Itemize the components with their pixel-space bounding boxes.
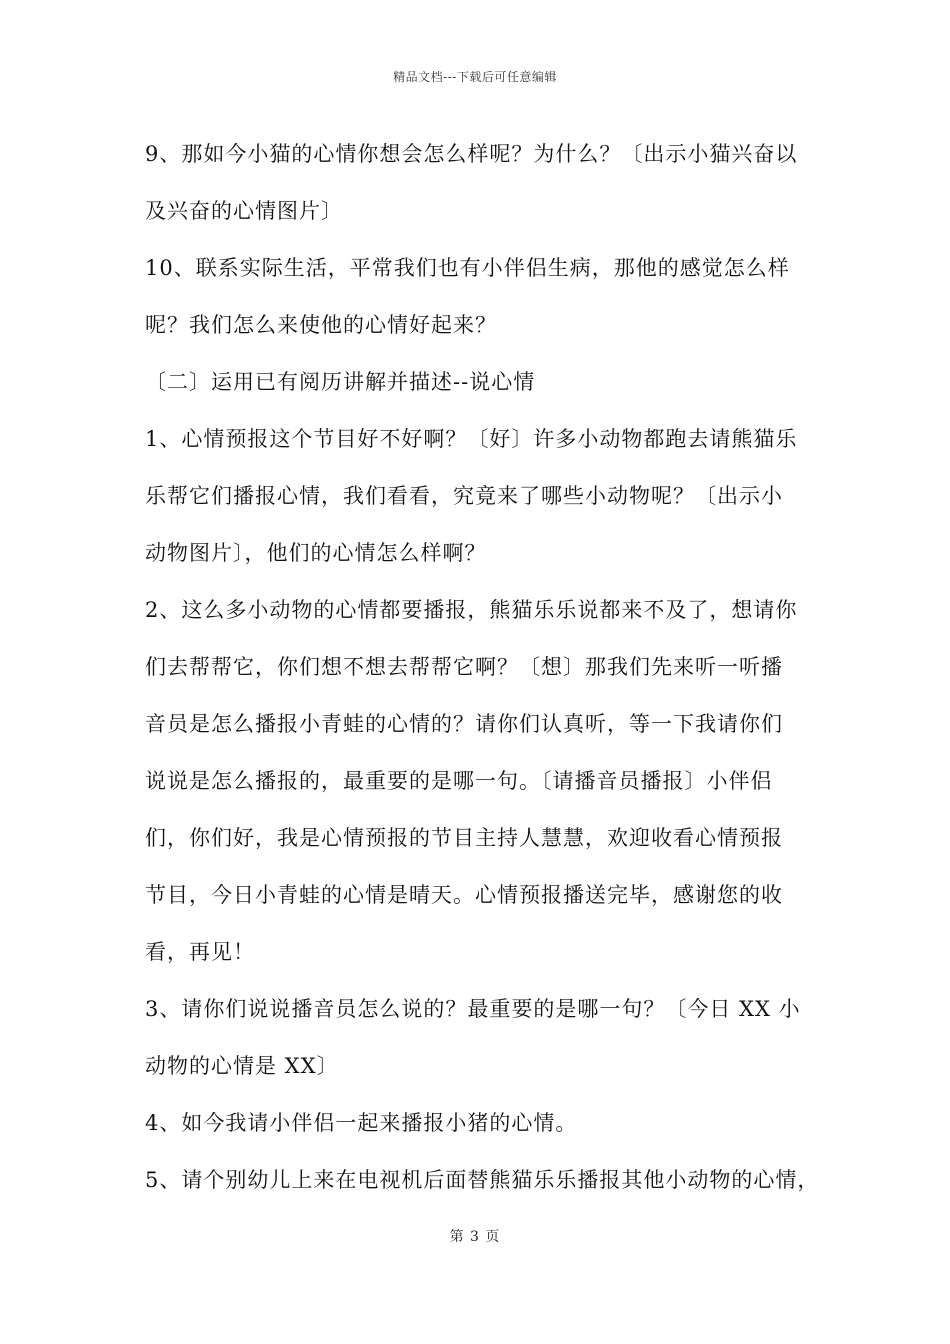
page-header: 精品文档---下载后可任意编辑 [393,70,557,84]
text-line: 们，你们好，我是心情预报的节目主持人慧慧，欢迎收看心情预报 [145,826,783,850]
text-line: 呢？我们怎么来使他的心情好起来？ [145,313,497,337]
text-line: 5、请个别幼儿上来在电视机后面替熊猫乐乐播报其他小动物的心情， [145,1168,820,1192]
document-body [145,126,820,1209]
text-line: 9、那如今小猫的心情你想会怎么样呢？为什么？〔出示小猫兴奋以 [145,142,798,166]
text-line: 10、联系实际生活，平常我们也有小伴侣生病，那他的感觉怎么样 [145,256,790,280]
text-line: 4、如今我请小伴侣一起来播报小猪的心情。 [145,1111,578,1135]
text-line: 说说是怎么播报的，最重要的是哪一句。〔请播音员播报〕小伴侣 [145,769,773,793]
text-line: 节目，今日小青蛙的心情是晴天。心情预报播送完毕，感谢您的收 [145,883,783,907]
text-line: 动物图片〕，他们的心情怎么样啊？ [145,541,487,565]
text-line: 音员是怎么播报小青蛙的心情的？请你们认真听，等一下我请你们 [145,712,783,736]
text-line: 1、心情预报这个节目好不好啊？〔好〕许多小动物都跑去请熊猫乐 [145,427,798,451]
text-line: 2、这么多小动物的心情都要播报，熊猫乐乐说都来不及了，想请你 [145,598,798,622]
text-line: 及兴奋的心情图片〕 [145,199,343,223]
text-line: 乐帮它们播报心情，我们看看，究竟来了哪些小动物呢？〔出示小 [145,484,783,508]
section-heading: 〔二〕运用已有阅历讲解并描述--说心情 [145,370,536,394]
text-line: 们去帮帮它，你们想不想去帮帮它啊？〔想〕那我们先来听一听播 [145,655,783,679]
text-line: 看，再见！ [145,940,255,964]
text-line: 3、请你们说说播音员怎么说的？最重要的是哪一句？〔今日 XX 小 [145,997,801,1021]
text-line: 动物的心情是 XX〕 [145,1054,339,1078]
page-number: 第 3 页 [449,1229,501,1245]
body-text [145,126,820,1209]
